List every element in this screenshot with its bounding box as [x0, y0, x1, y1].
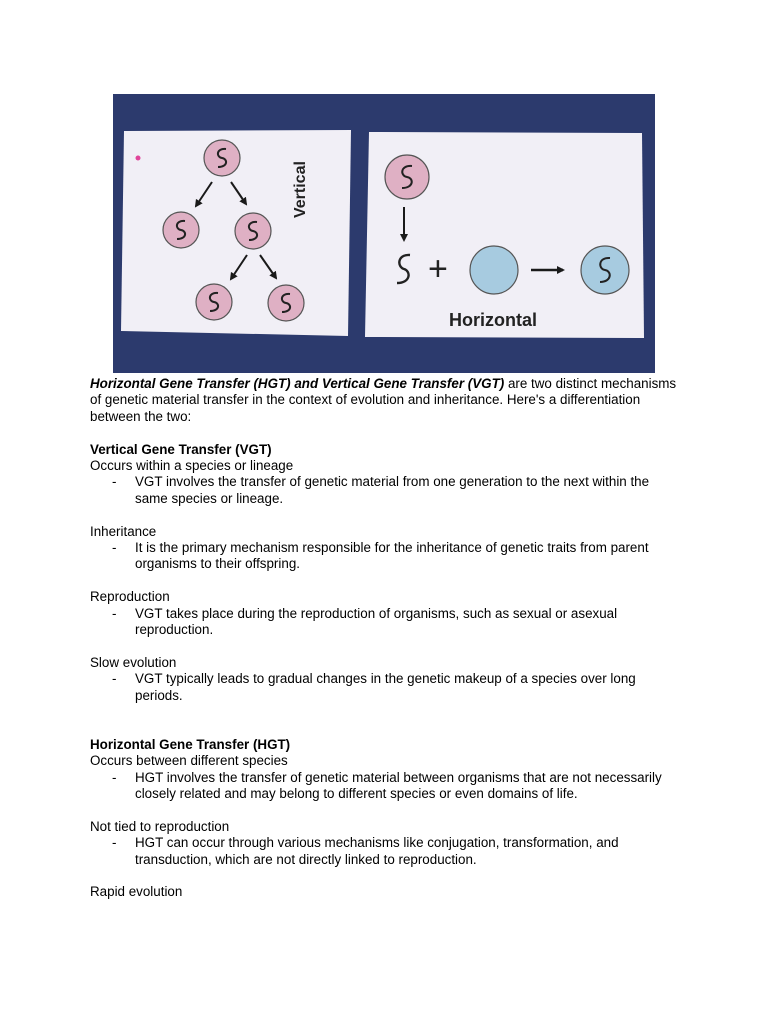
vertical-card [121, 130, 351, 336]
gene-transfer-figure [113, 94, 655, 373]
bullet-text: HGT can occur through various mechanisms like conjugation, transformation, and transduction, which are not directly linked to reproduction. [135, 835, 619, 867]
hgt-section-title: Rapid evolution [90, 884, 183, 900]
bullet-dash: - [112, 671, 117, 687]
bullet-dash: - [112, 769, 117, 785]
bullet-text: VGT takes place during the reproduction of organisms, such as sexual or asexual reproduction. [135, 605, 618, 638]
vertical-cell-grandchild-right [268, 285, 304, 321]
vertical-cell-grandchild-left [196, 284, 232, 320]
horizontal-label: Horizontal [449, 310, 537, 330]
vgt-section-title: Occurs within a species or lineage [90, 458, 294, 474]
bullet-dash: - [112, 835, 117, 851]
horizontal-cell-donor [385, 155, 429, 199]
hgt-section-title: Not tied to reproduction [90, 818, 230, 834]
horizontal-cell-recipient [470, 246, 518, 294]
vgt-heading: Vertical Gene Transfer (VGT) [90, 441, 272, 457]
plus-sign: + [428, 250, 448, 288]
hgt-section-title: Occurs between different species [90, 753, 288, 769]
vgt-section-title: Inheritance [90, 523, 157, 539]
bullet-text: HGT involves the transfer of genetic material between organisms that are not necessarily closely related and may belong to different species or even domains of life. [135, 769, 662, 802]
intro-text: are two distinct mechanisms of genetic material transfer in the context of evolution and inheritance. Here's a differentiation between the two: [90, 376, 677, 424]
document-body [90, 376, 680, 901]
vgt-section-title: Reproduction [90, 589, 170, 605]
list-item [90, 540, 680, 573]
vertical-cell-child-right [235, 213, 271, 249]
vertical-cell-parent [204, 140, 240, 176]
horizontal-card [365, 132, 644, 338]
vertical-label: Vertical [292, 161, 309, 218]
list-item [90, 606, 680, 639]
hgt-heading: Horizontal Gene Transfer (HGT) [90, 736, 291, 752]
bullet-dash: - [112, 605, 117, 621]
bullet-dash: - [112, 540, 117, 556]
vgt-section-title: Slow evolution [90, 654, 177, 670]
list-item [90, 770, 680, 803]
vertical-cell-child-left [163, 212, 199, 248]
intro-paragraph [90, 376, 680, 425]
horizontal-cell-result [581, 246, 629, 294]
bullet-dash: - [112, 474, 117, 490]
bullet-text: VGT involves the transfer of genetic material from one generation to the next within the same species or lineage. [135, 474, 650, 506]
list-item [90, 835, 680, 868]
list-item [90, 474, 680, 507]
intro-bold-italic: Horizontal Gene Transfer (HGT) and Vertical Gene Transfer (VGT) [90, 376, 505, 391]
bullet-text: It is the primary mechanism responsible for the inheritance of genetic traits from parent organisms to their offspring. [135, 540, 649, 572]
bullet-text: VGT typically leads to gradual changes in the genetic makeup of a species over long periods. [135, 671, 636, 703]
list-item [90, 671, 680, 704]
